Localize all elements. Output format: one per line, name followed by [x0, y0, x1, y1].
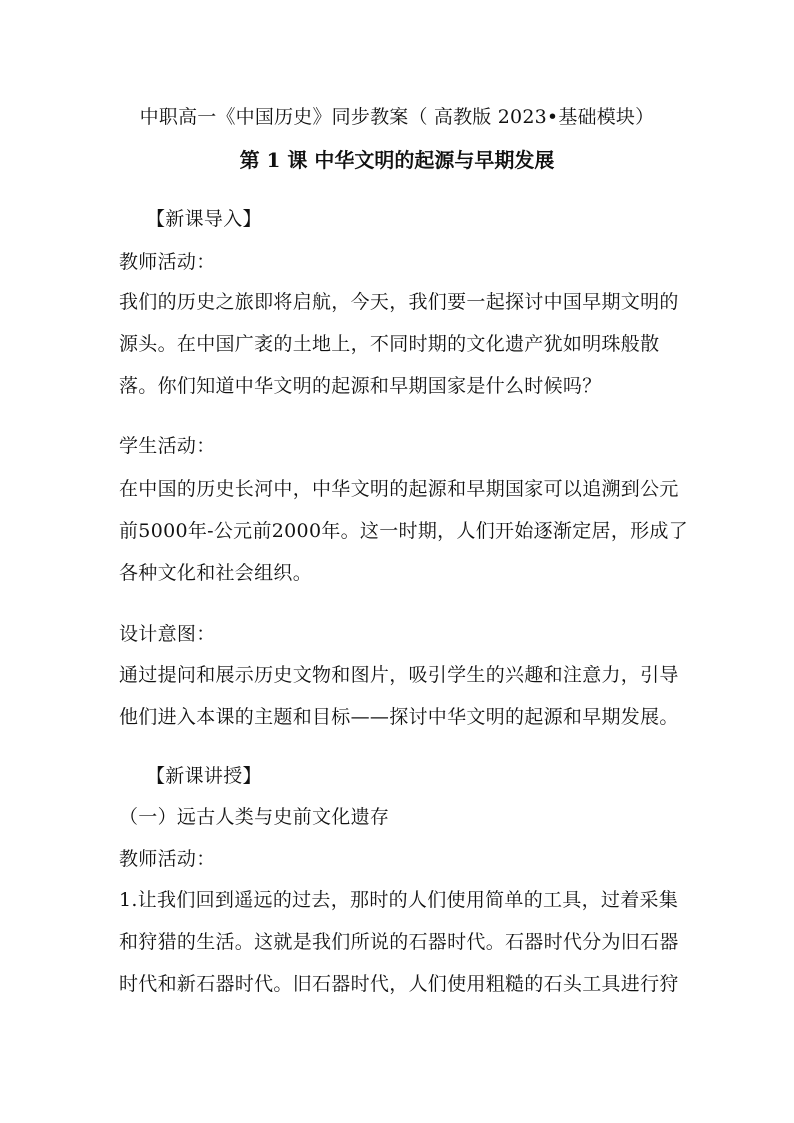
paragraph-line: 各种文化和社会组织。 — [119, 562, 313, 584]
teacher-activity-label: 教师活动： — [119, 251, 216, 273]
section-heading-new-lesson-teaching: 【新课讲授】 — [146, 765, 262, 787]
paragraph-line: 落。你们知道中华文明的起源和早期国家是什么时候吗？ — [119, 375, 602, 397]
subsection-heading: （一）远古人类与史前文化遗存 — [119, 806, 390, 828]
paragraph-line: 在中国的历史长河中，中华文明的起源和早期国家可以追溯到公元 — [119, 478, 679, 500]
section-heading-new-lesson-intro: 【新课导入】 — [146, 208, 262, 230]
paragraph-line: 1.让我们回到遥远的过去，那时的人们使用简单的工具，过着采集 — [119, 889, 679, 911]
document-subtitle: 中职高一《中国历史》同步教案（ 高教版 2023•基础模块） — [139, 106, 655, 128]
student-activity-label: 学生活动： — [119, 435, 216, 457]
paragraph-line: 时代和新石器时代。旧石器时代，人们使用粗糙的石头工具进行狩 — [119, 973, 679, 995]
paragraph-line: 通过提问和展示历史文物和图片，吸引学生的兴趣和注意力，引导 — [119, 664, 679, 686]
paragraph-line: 和狩猎的生活。这就是我们所说的石器时代。石器时代分为旧石器 — [119, 931, 679, 953]
design-intent-label: 设计意图： — [119, 623, 216, 645]
paragraph-line: 他们进入本课的主题和目标——探讨中华文明的起源和早期发展。 — [119, 706, 679, 728]
paragraph-line: 我们的历史之旅即将启航，今天，我们要一起探讨中国早期文明的 — [119, 291, 679, 313]
paragraph-line: 源头。在中国广袤的土地上，不同时期的文化遗产犹如明珠般散 — [119, 333, 660, 355]
teacher-activity-label: 教师活动： — [119, 848, 216, 870]
lesson-title: 第 1 课 中华文明的起源与早期发展 — [239, 148, 555, 172]
paragraph-line: 前5000年-公元前2000年。这一时期，人们开始逐渐定居，形成了 — [119, 520, 689, 542]
